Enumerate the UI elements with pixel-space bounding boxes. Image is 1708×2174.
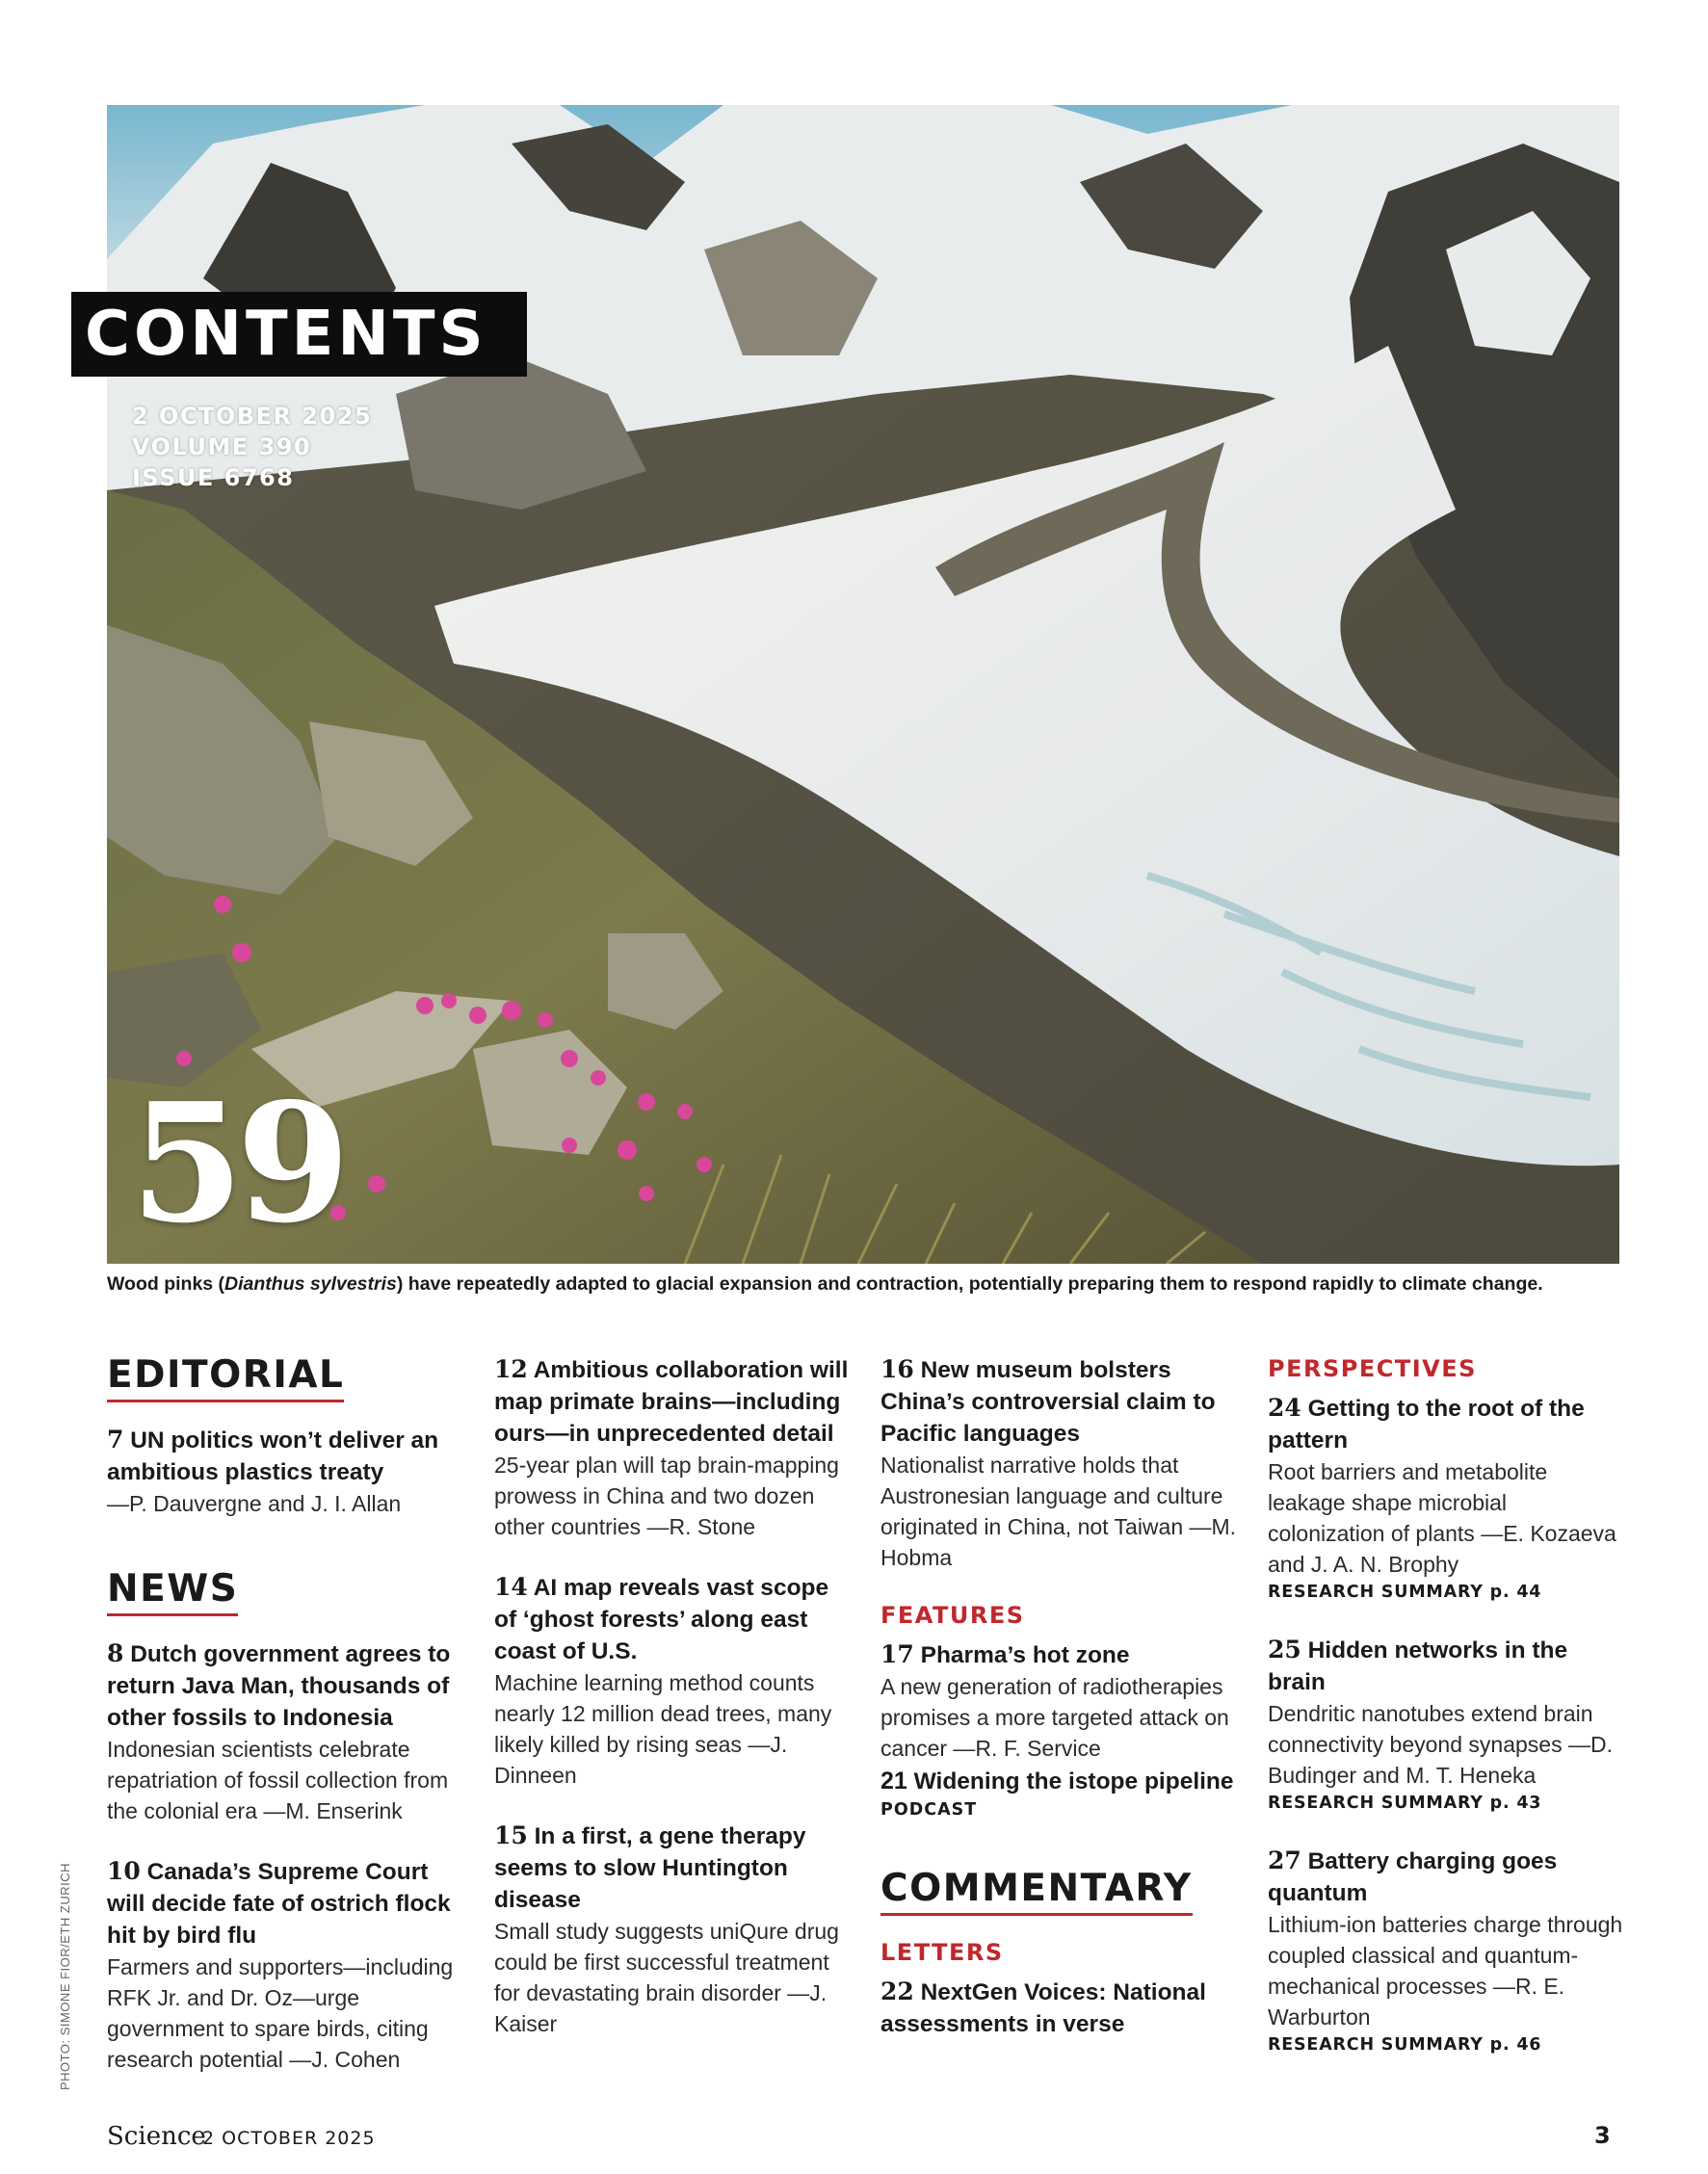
- research-summary-link[interactable]: RESEARCH SUMMARY p. 46: [1268, 2035, 1542, 2055]
- toc-item[interactable]: [494, 1571, 851, 1791]
- toc-item[interactable]: [107, 1855, 463, 2075]
- caption-part-2: ) have repeatedly adapted to glacial expansion and contraction, potentially preparing them to respond rapidly to climate change.: [396, 1273, 1543, 1295]
- item-dek: Nationalist narrative holds that Austronesian language and culture originated in China, not Taiwan —M. Hobma: [880, 1453, 1237, 1570]
- item-title: In a first, a gene therapy seems to slow Huntington disease: [494, 1823, 806, 1913]
- item-dek: Indonesian scientists celebrate repatriation of fossil collection from the colonial era —M. Enserink: [107, 1737, 449, 1823]
- item-title: Ambitious collaboration will map primate brains—including ours—in unprecedented detail: [494, 1357, 849, 1447]
- toc-item[interactable]: [494, 1353, 851, 1542]
- photo-page-number[interactable]: 59: [130, 1067, 343, 1260]
- item-dek: Dendritic nanotubes extend brain connectivity beyond synapses —D. Budinger and M. T. Heneka: [1268, 1701, 1613, 1788]
- section-heading-perspectives: PERSPECTIVES: [1268, 1355, 1477, 1382]
- item-title: Battery charging goes quantum: [1268, 1848, 1558, 1906]
- footer-page-number: 3: [1594, 2122, 1611, 2149]
- column-1: [107, 1353, 463, 2075]
- contents-title: CONTENTS: [71, 292, 527, 377]
- item-title: New museum bolsters China’s controversial claim to Pacific languages: [880, 1357, 1216, 1447]
- caption-species: Dianthus sylvestris: [224, 1273, 397, 1295]
- item-page-number: 10: [107, 1857, 141, 1885]
- toc-item[interactable]: [880, 1976, 1237, 2040]
- column-4: [1268, 1353, 1624, 2057]
- item-page-number: 22: [880, 1978, 914, 2005]
- item-dek: Root barriers and metabolite leakage shape microbial colonization of plants —E. Kozaeva and J. A. N. Brophy: [1268, 1459, 1616, 1577]
- item-title: AI map reveals vast scope of ‘ghost forests’ along east coast of U.S.: [494, 1575, 829, 1664]
- item-dek: —P. Dauvergne and J. I. Allan: [107, 1491, 402, 1516]
- item-page-number: 24: [1268, 1394, 1301, 1422]
- footer-science-logo: Science: [107, 2122, 206, 2151]
- column-2: [494, 1353, 851, 2039]
- section-heading-features: FEATURES: [880, 1602, 1025, 1629]
- item-title: Canada’s Supreme Court will decide fate of ostrich flock hit by bird flu: [107, 1859, 451, 1949]
- section-heading-commentary: COMMENTARY: [880, 1867, 1193, 1916]
- item-page-number: 27: [1268, 1847, 1301, 1874]
- toc-item[interactable]: [107, 1424, 463, 1519]
- toc-item[interactable]: [880, 1766, 1237, 1822]
- section-heading-letters: LETTERS: [880, 1939, 1004, 1966]
- toc-item[interactable]: [880, 1638, 1237, 1764]
- research-summary-link[interactable]: RESEARCH SUMMARY p. 44: [1268, 1583, 1542, 1602]
- item-dek: Farmers and supporters—including RFK Jr. and Dr. Oz—urge government to spare birds, citing research potential —J. Cohen: [107, 1954, 454, 2072]
- podcast-tag: PODCAST: [880, 1800, 978, 1820]
- item-title: Hidden networks in the brain: [1268, 1637, 1568, 1695]
- item-title: NextGen Voices: National assessments in verse: [880, 1979, 1206, 2037]
- research-summary-link[interactable]: RESEARCH SUMMARY p. 43: [1268, 1794, 1542, 1813]
- item-dek: Lithium-ion batteries charge through coupled classical and quantum-mechanical processes —R. E. Warburton: [1268, 1912, 1623, 2030]
- section-heading-editorial: EDITORIAL: [107, 1353, 344, 1402]
- item-dek: Machine learning method counts nearly 12 million dead trees, many likely killed by rising seas —J. Dinneen: [494, 1670, 832, 1788]
- section-heading-news: NEWS: [107, 1567, 238, 1616]
- item-page-number: 14: [494, 1573, 528, 1601]
- item-page-number: 17: [880, 1640, 914, 1668]
- item-title: UN politics won’t deliver an ambitious plastics treaty: [107, 1428, 439, 1485]
- toc-item[interactable]: [1268, 1634, 1624, 1816]
- item-page-number: 15: [494, 1821, 528, 1849]
- item-title: Pharma’s hot zone: [920, 1642, 1130, 1668]
- photo-caption: [107, 1273, 1629, 1296]
- caption-part-1: Wood pinks (: [107, 1273, 225, 1295]
- item-page-number: 8: [107, 1639, 124, 1667]
- photo-credit: PHOTO: SIMONE FIOR/ETH ZURICH: [58, 1863, 72, 2090]
- toc-item[interactable]: [1268, 1845, 1624, 2057]
- issue-number: ISSUE 6768: [132, 464, 295, 491]
- item-title: Dutch government agrees to return Java Man, thousands of other fossils to Indonesia: [107, 1641, 451, 1731]
- item-page-number: 12: [494, 1355, 528, 1383]
- column-3: [880, 1353, 1237, 2040]
- toc-item[interactable]: [1268, 1392, 1624, 1605]
- issue-volume: VOLUME 390: [132, 433, 312, 460]
- footer-date: 2 OCTOBER 2025: [202, 2128, 376, 2149]
- toc-item[interactable]: [494, 1820, 851, 2039]
- issue-date: 2 OCTOBER 2025: [132, 403, 373, 430]
- item-title: Widening the istope pipeline: [913, 1768, 1234, 1794]
- toc-item[interactable]: [107, 1637, 463, 1826]
- item-page-number: 16: [880, 1355, 914, 1383]
- item-title: Getting to the root of the pattern: [1268, 1396, 1585, 1454]
- item-page-number: 25: [1268, 1636, 1301, 1663]
- item-dek: Small study suggests uniQure drug could be first successful treatment for devastating brain disorder —J. Kaiser: [494, 1919, 839, 2036]
- item-page-number: 7: [107, 1426, 124, 1454]
- item-dek: 25-year plan will tap brain-mapping prowess in China and two dozen other countries —R. Stone: [494, 1453, 839, 1539]
- item-dek: A new generation of radiotherapies promises a more targeted attack on cancer —R. F. Service: [880, 1674, 1229, 1761]
- item-page-number: 21: [880, 1768, 907, 1794]
- issue-info: [132, 401, 372, 493]
- toc-item[interactable]: [880, 1353, 1237, 1573]
